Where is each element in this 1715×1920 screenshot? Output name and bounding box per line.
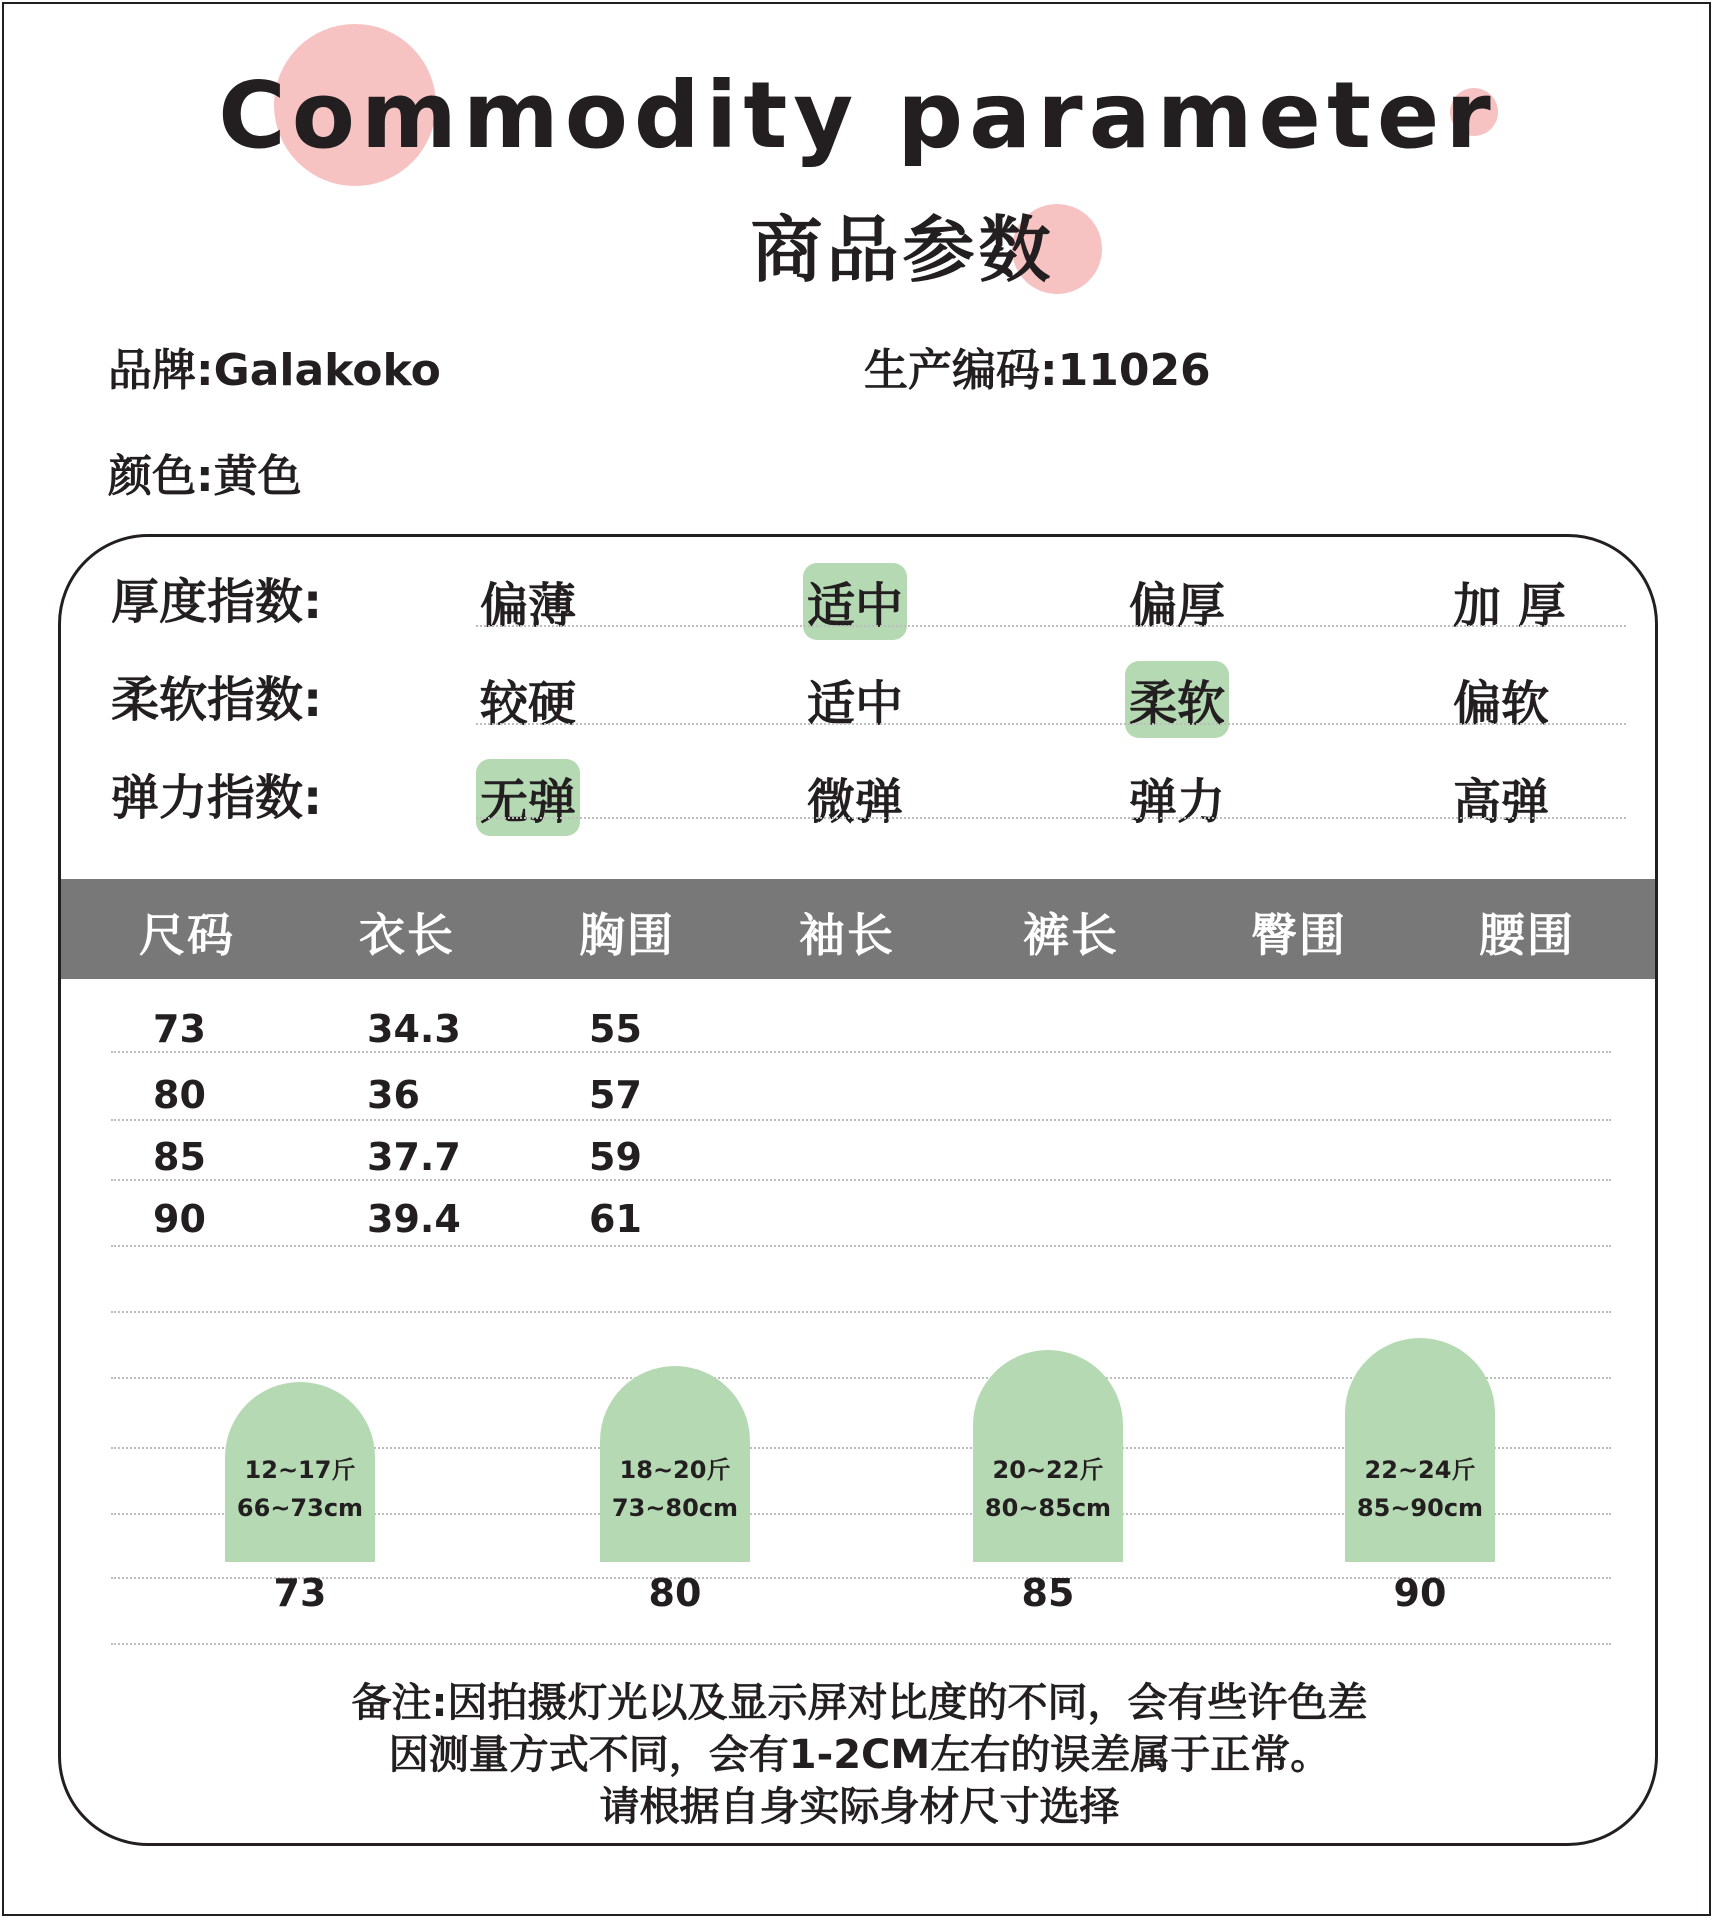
arch-weight: 18~20斤	[619, 1456, 731, 1484]
cell-length: 34.3	[367, 1007, 461, 1051]
thickness-option-thick: 偏厚	[1129, 578, 1226, 634]
cell-chest: 57	[589, 1073, 642, 1117]
cell-size: 90	[153, 1197, 206, 1241]
page-title-chinese: 商品参数	[750, 208, 1055, 292]
softness-index-label: 柔软指数:	[111, 672, 323, 728]
arch-weight: 12~17斤	[244, 1456, 356, 1484]
thickness-option-extra-thick: 加 厚	[1453, 578, 1566, 634]
arch-height: 66~73cm	[236, 1494, 364, 1522]
size-guide-label: 90	[1393, 1571, 1447, 1615]
arch-height: 85~90cm	[1356, 1494, 1484, 1522]
parameter-card	[58, 534, 1658, 1846]
arch-weight: 20~22斤	[992, 1456, 1104, 1484]
size-guide-label: 85	[1021, 1571, 1075, 1615]
row-divider	[476, 723, 1626, 725]
elasticity-option-stretch: 弹力	[1129, 774, 1226, 830]
cell-length: 37.7	[367, 1135, 461, 1179]
cell-size: 80	[153, 1073, 206, 1117]
note-line-2: 因测量方式不同，会有1-2CM左右的误差属于正常。	[388, 1732, 1331, 1778]
product-code-text: 生产编码:11026	[864, 345, 1211, 396]
size-table-header	[61, 879, 1658, 979]
table-row-divider	[111, 1179, 1611, 1181]
elasticity-option-slight: 微弹	[807, 774, 904, 830]
cell-length: 39.4	[367, 1197, 461, 1241]
ruled-line	[111, 1311, 1611, 1313]
arch-height: 73~80cm	[611, 1494, 739, 1522]
cell-chest: 59	[589, 1135, 642, 1179]
cell-size: 85	[153, 1135, 206, 1179]
cell-chest: 55	[589, 1007, 642, 1051]
size-guide-arch-90	[1345, 1338, 1495, 1562]
header-chest: 胸围	[579, 908, 675, 962]
softness-option-very-soft: 偏软	[1453, 676, 1550, 732]
cell-size: 73	[153, 1007, 206, 1051]
size-guide-arch-80	[600, 1366, 750, 1562]
thickness-index-label: 厚度指数:	[111, 574, 323, 630]
elasticity-option-none: 无弹	[476, 759, 580, 836]
size-guide-label: 80	[648, 1571, 702, 1615]
row-divider	[476, 817, 1626, 819]
thickness-option-thin: 偏薄	[480, 578, 577, 634]
note-line-1: 备注:因拍摄灯光以及显示屏对比度的不同，会有些许色差	[351, 1680, 1368, 1726]
ruled-line	[111, 1643, 1611, 1645]
header-hip: 臀围	[1251, 908, 1347, 962]
header-pants-length: 裤长	[1023, 908, 1119, 962]
elasticity-index-label: 弹力指数:	[111, 770, 323, 826]
header-length: 衣长	[359, 908, 455, 962]
table-row-divider	[111, 1119, 1611, 1121]
table-row-divider	[111, 1051, 1611, 1053]
header-waist: 腰围	[1479, 908, 1575, 962]
softness-option-hard: 较硬	[480, 676, 577, 732]
size-guide-arch-85	[973, 1350, 1123, 1562]
elasticity-option-high: 高弹	[1453, 774, 1550, 830]
table-row-divider	[111, 1245, 1611, 1247]
size-guide-label: 73	[273, 1571, 327, 1615]
page-title-english: Commodity parameter	[218, 62, 1497, 169]
brand-text: 品牌:Galakoko	[108, 345, 441, 396]
header-size: 尺码	[139, 908, 235, 962]
size-guide-arch-73	[225, 1382, 375, 1562]
row-divider	[476, 625, 1626, 627]
note-line-3: 请根据自身实际身材尺寸选择	[599, 1784, 1120, 1830]
arch-height: 80~85cm	[984, 1494, 1112, 1522]
header-sleeve: 袖长	[799, 908, 895, 962]
softness-option-soft: 柔软	[1125, 661, 1229, 738]
thickness-option-medium: 适中	[803, 563, 907, 640]
softness-option-medium: 适中	[807, 676, 904, 732]
arch-weight: 22~24斤	[1364, 1456, 1476, 1484]
cell-chest: 61	[589, 1197, 642, 1241]
color-text: 颜色:黄色	[108, 451, 302, 502]
cell-length: 36	[367, 1073, 420, 1117]
